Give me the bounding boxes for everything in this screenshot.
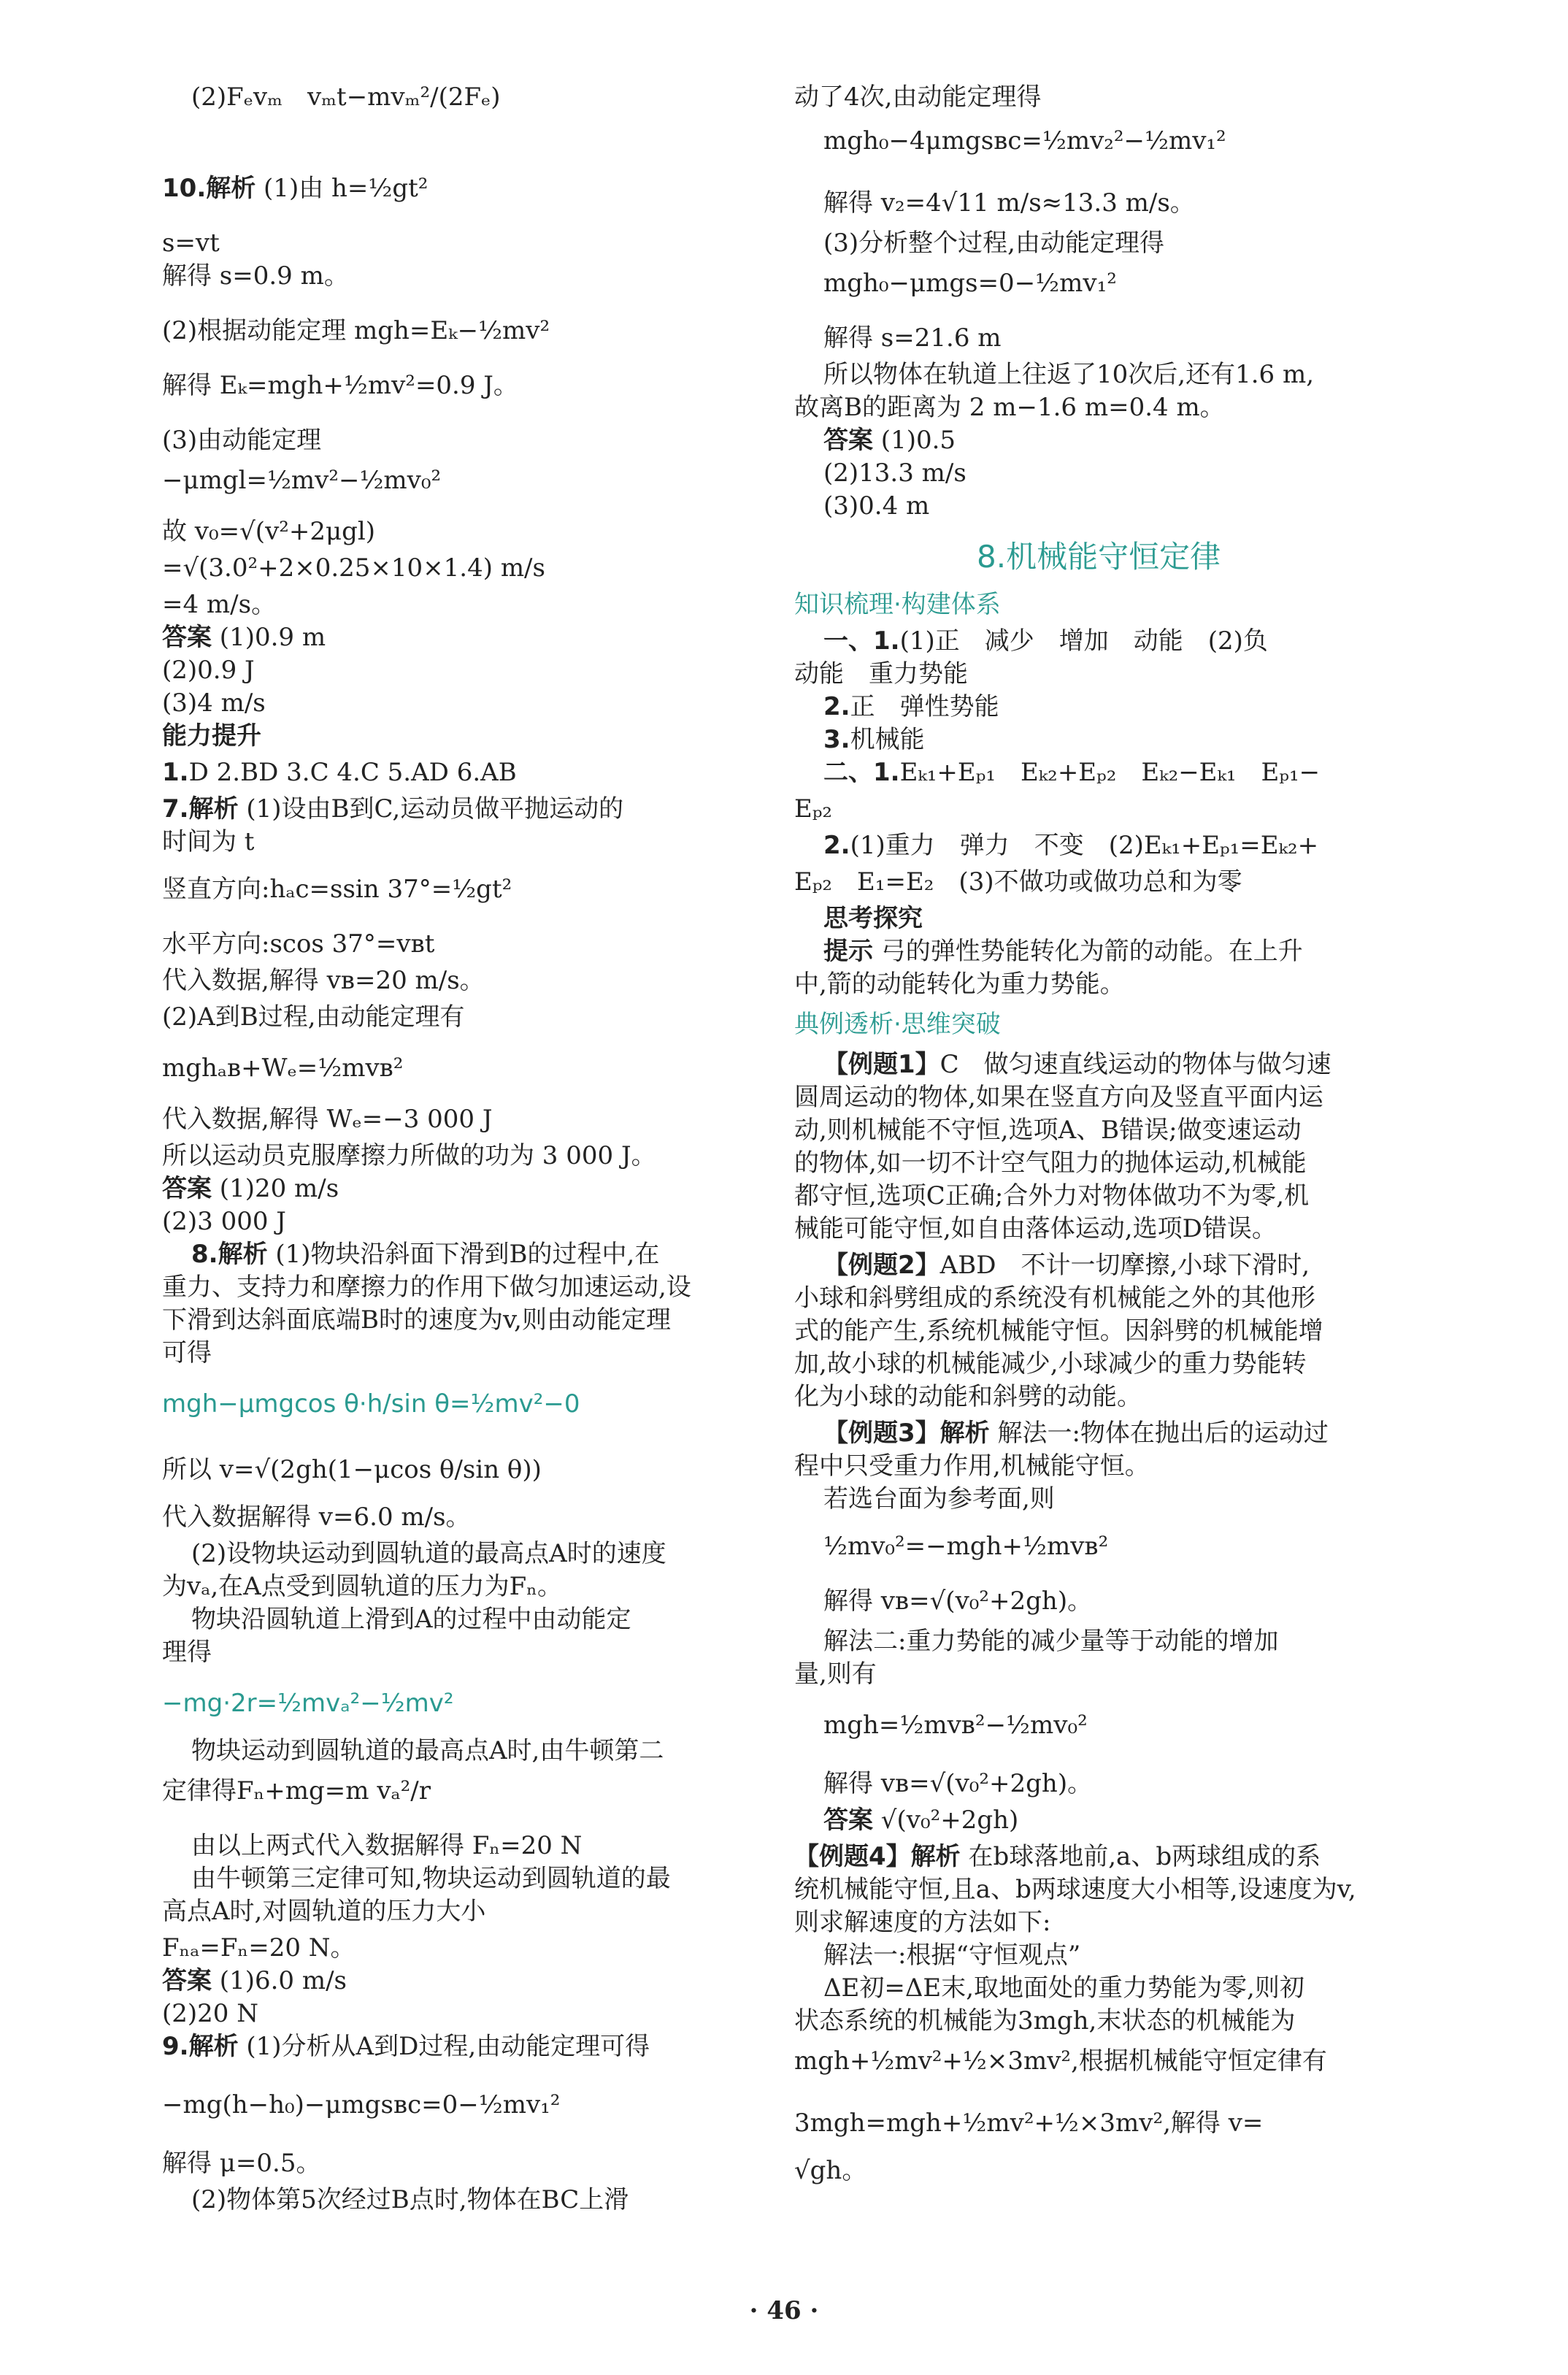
right-line: (2)13.3 m/s: [823, 458, 966, 488]
left-line: 7.解析 (1)设由B到C,运动员做平抛运动的: [162, 794, 624, 824]
right-line: 2.正 弹性势能: [823, 692, 999, 721]
left-line: =√(3.0²+2×0.25×10×1.4) m/s: [162, 553, 545, 583]
right-line: 动,则机械能不守恒,选项A、B错误;做变速运动: [794, 1116, 1302, 1145]
left-line: (2)20 N: [162, 1999, 258, 2028]
left-line: 由牛顿第三定律可知,物块运动到圆轨道的最: [191, 1864, 671, 1893]
page-number: · 46 ·: [749, 2296, 819, 2325]
right-line: 【例题3】解析 解法一:物体在抛出后的运动过: [823, 1419, 1329, 1448]
right-line: 【例题1】C 做匀速直线运动的物体与做匀速: [823, 1050, 1331, 1079]
left-line: 物块沿圆轨道上滑到A的过程中由动能定: [191, 1605, 631, 1634]
right-line: 提示 弓的弹性势能转化为箭的动能。在上升: [823, 937, 1303, 966]
left-line: (2)物体第5次经过B点时,物体在BC上滑: [191, 2185, 629, 2214]
right-line: √gh。: [794, 2156, 867, 2185]
left-line: 10.解析 (1)由 h=½gt²: [162, 174, 428, 203]
right-line: 圆周运动的物体,如果在竖直方向及竖直平面内运: [794, 1083, 1323, 1112]
right-line: (3)分析整个过程,由动能定理得: [823, 229, 1164, 258]
left-line: 答案 (1)6.0 m/s: [162, 1966, 347, 1995]
left-line: 答案 (1)20 m/s: [162, 1174, 339, 1203]
right-line: Eₚ₂: [794, 794, 833, 824]
right-line: 解法二:重力势能的减少量等于动能的增加: [823, 1627, 1279, 1656]
right-line: 【例题4】解析 在b球落地前,a、b两球组成的系: [794, 1842, 1321, 1871]
left-line: (3)由动能定理: [162, 426, 322, 455]
left-line: 高点A时,对圆轨道的压力大小: [162, 1897, 486, 1926]
right-line: Eₚ₂ E₁=E₂ (3)不做功或做功总和为零: [794, 867, 1242, 897]
right-line: 式的能产生,系统机械能守恒。因斜劈的机械能增: [794, 1316, 1323, 1346]
left-line: 水平方向:scos 37°=vʙt: [162, 929, 435, 959]
left-line: 时间为 t: [162, 827, 255, 856]
left-line: 解得 μ=0.5。: [162, 2149, 321, 2178]
left-line: 为vₐ,在A点受到圆轨道的压力为Fₙ。: [162, 1572, 562, 1601]
right-line: 8.机械能守恒定律: [977, 539, 1221, 575]
left-line: 所以 v=√(2gh(1−μcos θ/sin θ)): [162, 1455, 542, 1484]
right-line: 程中只受重力作用,机械能守恒。: [794, 1451, 1150, 1481]
right-line: 解得 v₂=4√11 m/s≈13.3 m/s。: [823, 188, 1195, 218]
right-line: 量,则有: [794, 1660, 877, 1689]
left-line: 1.D 2.BD 3.C 4.C 5.AD 6.AB: [162, 758, 517, 787]
right-line: 动能 重力势能: [794, 659, 968, 688]
right-line: (3)0.4 m: [823, 491, 930, 521]
right-line: mgh=½mvʙ²−½mv₀²: [823, 1711, 1088, 1740]
right-line: mgh₀−μmgs=0−½mv₁²: [823, 269, 1117, 298]
left-line: 故 v₀=√(v²+2μgl): [162, 517, 376, 546]
left-line: 下滑到达斜面底端B时的速度为v,则由动能定理: [162, 1305, 671, 1335]
left-line: 解得 s=0.9 m。: [162, 261, 349, 291]
left-line: 理得: [162, 1638, 212, 1667]
left-line: (2)3 000 J: [162, 1207, 286, 1236]
left-line: (2)设物块运动到圆轨道的最高点A时的速度: [191, 1539, 666, 1568]
right-line: ΔE初=ΔE末,取地面处的重力势能为零,则初: [823, 1973, 1304, 2003]
right-line: 解得 vʙ=√(v₀²+2gh)。: [823, 1586, 1093, 1616]
left-line: −μmgl=½mv²−½mv₀²: [162, 466, 442, 495]
left-line: Fₙₐ=Fₙ=20 N。: [162, 1933, 356, 1962]
left-line: mgh−μmgcos θ·h/sin θ=½mv²−0: [162, 1389, 580, 1419]
right-line: 【例题2】ABD 不计一切摩擦,小球下滑时,: [823, 1251, 1310, 1280]
right-line: 解得 vʙ=√(v₀²+2gh)。: [823, 1769, 1093, 1798]
right-line: 二、1.Eₖ₁+Eₚ₁ Eₖ₂+Eₚ₂ Eₖ₂−Eₖ₁ Eₚ₁−: [823, 758, 1321, 787]
right-line: 答案 √(v₀²+2gh): [823, 1806, 1019, 1835]
right-line: 故离B的距离为 2 m−1.6 m=0.4 m。: [794, 393, 1225, 422]
left-line: 代入数据,解得 Wₑ=−3 000 J: [162, 1105, 493, 1134]
right-line: 3.机械能: [823, 725, 925, 754]
left-line: 能力提升: [162, 721, 261, 751]
right-line: 小球和斜劈组成的系统没有机械能之外的其他形: [794, 1284, 1315, 1313]
left-line: −mg·2r=½mvₐ²−½mv²: [162, 1689, 454, 1718]
left-line: 9.解析 (1)分析从A到D过程,由动能定理可得: [162, 2032, 650, 2061]
right-line: 2.(1)重力 弹力 不变 (2)Eₖ₁+Eₚ₁=Eₖ₂+: [823, 831, 1319, 860]
left-line: 答案 (1)0.9 m: [162, 623, 326, 652]
right-line: 化为小球的动能和斜劈的动能。: [794, 1382, 1142, 1411]
right-line: 典例透析·思维突破: [794, 1010, 1001, 1039]
right-line: 状态系统的机械能为3mgh,末状态的机械能为: [794, 2006, 1296, 2036]
left-line: =4 m/s。: [162, 590, 277, 619]
left-line: 由以上两式代入数据解得 Fₙ=20 N: [191, 1831, 583, 1860]
right-line: 所以物体在轨道上往返了10次后,还有1.6 m,: [823, 360, 1314, 389]
left-line: 8.解析 (1)物块沿斜面下滑到B的过程中,在: [191, 1240, 660, 1269]
left-line: (3)4 m/s: [162, 688, 266, 718]
right-line: 3mgh=mgh+½mv²+½×3mv²,解得 v=: [794, 2109, 1264, 2138]
left-line: 代入数据解得 v=6.0 m/s。: [162, 1503, 471, 1532]
left-line: 解得 Eₖ=mgh+½mv²=0.9 J。: [162, 371, 518, 400]
left-line: 重力、支持力和摩擦力的作用下做匀加速运动,设: [162, 1273, 691, 1302]
right-line: 都守恒,选项C正确;合外力对物体做功不为零,机: [794, 1181, 1310, 1210]
left-line: 定律得Fₙ+mg=m vₐ²/r: [162, 1776, 431, 1806]
right-line: 则求解速度的方法如下:: [794, 1908, 1051, 1937]
right-line: 思考探究: [823, 904, 923, 933]
left-line: 代入数据,解得 vʙ=20 m/s。: [162, 966, 485, 995]
left-line: 物块运动到圆轨道的最高点A时,由牛顿第二: [191, 1736, 664, 1765]
left-line: mghₐʙ+Wₑ=½mvʙ²: [162, 1054, 404, 1083]
left-line: (2)Fₑvₘ vₘt−mvₘ²/(2Fₑ): [191, 83, 501, 112]
left-line: s=vt: [162, 229, 220, 258]
right-line: 动了4次,由动能定理得: [794, 83, 1042, 112]
left-line: (2)0.9 J: [162, 656, 255, 685]
right-line: 中,箭的动能转化为重力势能。: [794, 970, 1125, 999]
right-line: 知识梳理·构建体系: [794, 590, 1001, 619]
right-line: 的物体,如一切不计空气阻力的抛体运动,机械能: [794, 1148, 1307, 1178]
left-line: 竖直方向:hₐc=ssin 37°=½gt²: [162, 875, 512, 904]
left-line: −mg(h−h₀)−μmgsʙc=0−½mv₁²: [162, 2090, 561, 2119]
right-line: mgh₀−4μmgsʙc=½mv₂²−½mv₁²: [823, 126, 1226, 156]
right-line: mgh+½mv²+½×3mv²,根据机械能守恒定律有: [794, 2046, 1327, 2076]
left-line: 可得: [162, 1338, 212, 1367]
right-line: ½mv₀²=−mgh+½mvʙ²: [823, 1532, 1109, 1561]
left-line: (2)根据动能定理 mgh=Eₖ−½mv²: [162, 316, 550, 345]
right-line: 若选台面为参考面,则: [823, 1484, 1055, 1513]
left-line: (2)A到B过程,由动能定理有: [162, 1002, 465, 1032]
right-line: 统机械能守恒,且a、b两球速度大小相等,设速度为v,: [794, 1875, 1356, 1904]
right-line: 解法一:根据“守恒观点”: [823, 1941, 1081, 1970]
left-line: 所以运动员克服摩擦力所做的功为 3 000 J。: [162, 1141, 656, 1170]
right-line: 加,故小球的机械能减少,小球减少的重力势能转: [794, 1349, 1307, 1378]
right-line: 答案 (1)0.5: [823, 426, 956, 455]
right-line: 一、1.(1)正 减少 增加 动能 (2)负: [823, 626, 1268, 656]
right-line: 解得 s=21.6 m: [823, 323, 1002, 353]
right-line: 械能可能守恒,如自由落体运动,选项D错误。: [794, 1214, 1277, 1243]
